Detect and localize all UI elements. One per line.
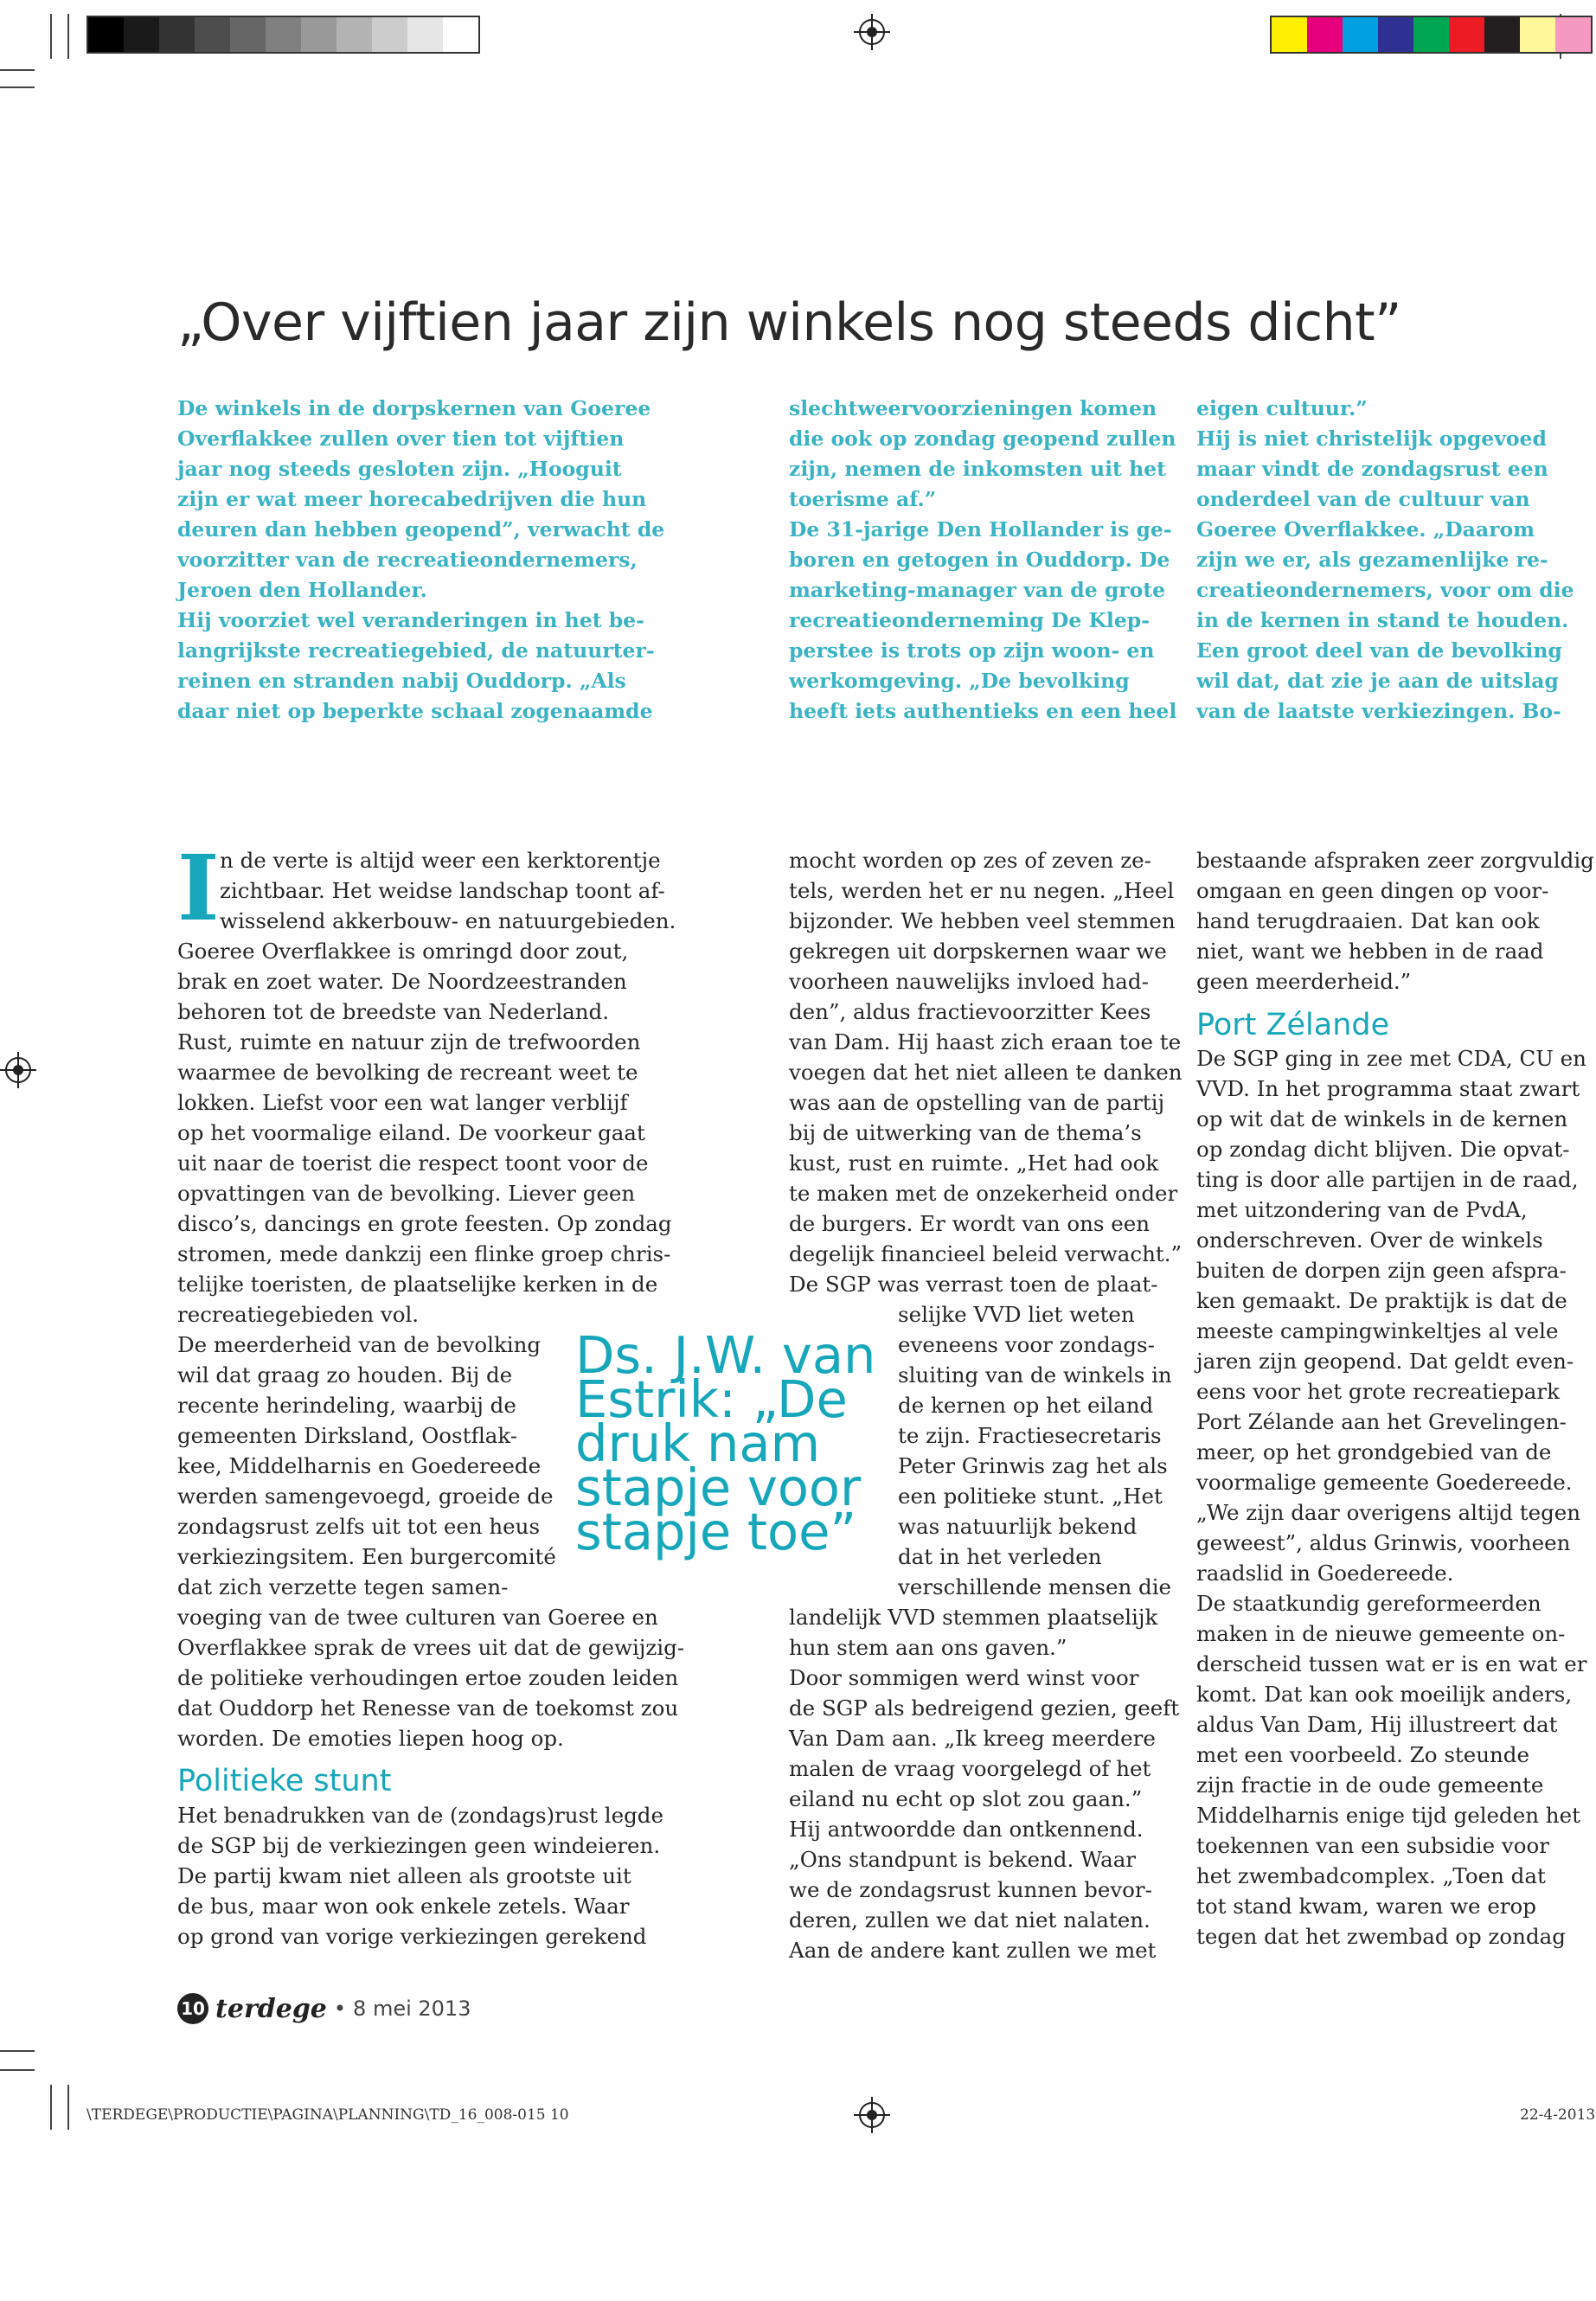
body-line: telijke toeristen, de plaatselijke kerken in de (177, 1272, 658, 1297)
body-line: dat in het verleden (898, 1544, 1102, 1569)
calibration-swatch (230, 17, 266, 52)
body-line: De partij kwam niet alleen als grootste uit (177, 1863, 631, 1888)
crop-mark (0, 2069, 35, 2071)
pull-quote-line: stapje toe” (575, 1502, 857, 1561)
body-line: was aan de opstelling van de partij (789, 1090, 1165, 1115)
body-line: tegen dat het zwembad op zondag (1196, 1924, 1566, 1949)
crop-mark (67, 14, 69, 59)
body-line: kust, rust en ruimte. „Het had ook (789, 1150, 1159, 1176)
intro-line: voorzitter van de recreatieondernemers, (177, 548, 638, 572)
body-column-2 (789, 845, 1183, 1965)
body-line: raadslid in Goedereede. (1196, 1561, 1454, 1586)
calibration-swatch (159, 17, 195, 52)
intro-line: deuren dan hebben geopend”, verwacht de (177, 517, 665, 542)
body-line: voorheen nauwelijks invloed had- (789, 969, 1149, 994)
body-line: bij de uitwerking van de thema’s (789, 1120, 1142, 1145)
intro-line: eigen cultuur.” (1196, 396, 1368, 420)
body-line: de politieke verhoudingen ertoe zouden leiden (177, 1665, 679, 1690)
intro-line: wil dat, dat zie je aan de uitslag (1196, 669, 1559, 693)
intro-line: onderdeel van de cultuur van (1196, 487, 1530, 511)
calibration-swatch (407, 17, 443, 52)
magazine-logo: terdege (215, 1993, 327, 2024)
pull-quote-line: druk nam (575, 1413, 821, 1473)
body-line: recreatiegebieden vol. (177, 1302, 420, 1327)
intro-line: jaar nog steeds gesloten zijn. „Hooguit (177, 457, 622, 481)
body-line: uit naar de toerist die respect toont voor de (177, 1150, 649, 1176)
intro-line: De 31-jarige Den Hollander is ge- (789, 517, 1172, 542)
print-slug-path: \TERDEGE\PRODUCTIE\PAGINA\PLANNING\TD_16_008-015 10 (87, 2106, 569, 2124)
body-column-3 (1196, 845, 1594, 1952)
drop-cap: I (177, 835, 220, 941)
calibration-swatch (1484, 17, 1520, 52)
intro-line: werkomgeving. „De bevolking (789, 669, 1130, 693)
body-line: tels, werden het er nu negen. „Heel (789, 878, 1175, 903)
body-line: dat Ouddorp het Renesse van de toekomst zou (177, 1695, 679, 1721)
calibration-swatch (1555, 17, 1591, 52)
calibration-swatch (195, 17, 230, 52)
intro-line: perstee is trots op zijn woon- en (789, 638, 1155, 663)
registration-mark-icon (859, 19, 885, 45)
body-line: sluiting van de winkels in (898, 1362, 1172, 1388)
body-line: De meerderheid van de bevolking (177, 1332, 542, 1357)
body-line: wisselend akkerbouw- en natuurgebieden. (220, 908, 676, 933)
body-line: we de zondagsrust kunnen bevor- (789, 1877, 1152, 1902)
body-line: zijn fractie in de oude gemeente (1196, 1772, 1544, 1798)
calibration-swatch (124, 17, 159, 52)
crop-mark (50, 2085, 52, 2130)
body-line: wil dat graag zo houden. Bij de (177, 1362, 513, 1388)
intro-line: zijn we er, als gezamenlijke re- (1196, 548, 1548, 572)
body-line: komt. Dat kan ook moeilijk anders, (1196, 1682, 1573, 1707)
body-line: ken gemaakt. De praktijk is dat de (1196, 1288, 1567, 1313)
body-line: brak en zoet water. De Noordzeestranden (177, 969, 627, 994)
body-line: de SGP als bedreigend gezien, geeft (789, 1695, 1180, 1721)
body-line: hun stem aan ons gaven.” (789, 1635, 1067, 1660)
calibration-swatch (337, 17, 372, 52)
intro-line: toerisme af.” (789, 487, 937, 511)
body-line: Goeree Overflakkee is omringd door zout, (177, 939, 629, 964)
body-line: De SGP was verrast toen de plaat- (789, 1272, 1158, 1297)
intro-line: creatieondernemers, voor om die (1196, 578, 1574, 602)
body-line: op grond van vorige verkiezingen gerekend (177, 1924, 647, 1949)
intro-line: Overflakkee zullen over tien tot vijftien (177, 426, 625, 451)
body-line: Door sommigen werd winst voor (789, 1665, 1139, 1690)
body-line: Overflakkee sprak de vrees uit dat de gewijzig- (177, 1635, 685, 1660)
intro-line: Jeroen den Hollander. (177, 578, 427, 602)
body-line: werden samengevoegd, groeide de (177, 1484, 554, 1509)
body-line: geweest”, aldus Grinwis, voorheen (1196, 1530, 1571, 1555)
body-line: malen de vraag voorgelegd of het (789, 1756, 1151, 1781)
body-line: gekregen uit dorpskernen waar we (789, 939, 1167, 964)
intro-line: Goeree Overflakkee. „Daarom (1196, 517, 1535, 542)
body-line: een politieke stunt. „Het (898, 1484, 1163, 1509)
body-line: voeging van de twee culturen van Goeree en (177, 1605, 658, 1630)
intro-line: recreatieonderneming De Klep- (789, 608, 1150, 632)
intro-line: marketing-manager van de grote (789, 578, 1166, 602)
body-line: zichtbaar. Het weidse landschap toont af- (220, 878, 665, 903)
page-number: 10 (177, 1993, 208, 2024)
calibration-swatch (1413, 17, 1449, 52)
calibration-swatch (1272, 17, 1307, 52)
body-line: Peter Grinwis zag het als (898, 1453, 1168, 1478)
body-line: waarmee de bevolking de recreant weet te (177, 1060, 638, 1085)
body-line: zondagsrust zelfs uit tot een heus (177, 1514, 541, 1539)
body-line: buiten de dorpen zijn geen afspra- (1196, 1258, 1567, 1283)
body-line: den”, aldus fractievoorzitter Kees (789, 999, 1151, 1024)
body-line: opvattingen van de bevolking. Liever geen (177, 1181, 636, 1206)
pull-quote-line: Estrik: „De (575, 1369, 848, 1429)
body-line: Rust, ruimte en natuur zijn de trefwoorden (177, 1029, 641, 1054)
body-line: degelijk financieel beleid verwacht.” (789, 1241, 1183, 1266)
calibration-swatch (1307, 17, 1343, 52)
body-line: Middelharnis enige tijd geleden het (1196, 1803, 1580, 1828)
body-line: op wit dat de winkels in de kernen (1196, 1106, 1568, 1131)
intro-line: van de laatste verkiezingen. Bo- (1196, 699, 1561, 723)
intro-column-3 (1196, 394, 1574, 727)
intro-line: die ook op zondag geopend zullen (789, 426, 1176, 451)
body-line: op zondag dicht blijven. Die opvat- (1196, 1137, 1570, 1162)
intro-line: boren en getogen in Ouddorp. De (789, 548, 1170, 572)
body-line: eens voor het grote recreatiepark (1196, 1379, 1560, 1404)
registration-mark-icon (5, 1057, 31, 1083)
body-line: ting is door alle partijen in de raad, (1196, 1167, 1579, 1192)
body-line: toekennen van een subsidie voor (1196, 1833, 1549, 1858)
body-line: niet, want we hebben in de raad (1196, 939, 1544, 964)
body-line: de bus, maar won ook enkele zetels. Waar (177, 1894, 630, 1919)
body-line: was natuurlijk bekend (898, 1514, 1138, 1539)
body-line: het zwembadcomplex. „Toen dat (1196, 1863, 1546, 1888)
intro-line: zijn, nemen de inkomsten uit het (789, 457, 1166, 481)
body-line: disco’s, dancings en grote feesten. Op zondag (177, 1211, 672, 1236)
issue-date: 8 mei 2013 (353, 1997, 471, 2021)
body-line: bijzonder. We hebben veel stemmen (789, 908, 1176, 933)
body-line: derscheid tussen wat er is en wat er (1196, 1651, 1587, 1676)
crop-mark (67, 2085, 69, 2130)
body-line: de kernen op het eiland (898, 1393, 1154, 1418)
body-line: de SGP bij de verkiezingen geen windeieren. (177, 1833, 661, 1858)
body-line: Port Zélande aan het Grevelingen- (1196, 1409, 1567, 1434)
calibration-swatch (1378, 17, 1413, 52)
pull-quote-line: stapje voor (575, 1458, 862, 1517)
body-line: verschillende mensen die (898, 1574, 1172, 1599)
body-line: De staatkundig gereformeerden (1196, 1591, 1542, 1616)
pull-quote-line: Ds. J.W. van (575, 1325, 876, 1385)
body-line: gemeenten Dirksland, Oostflak- (177, 1423, 518, 1448)
body-line: onderschreven. Over de winkels (1196, 1227, 1543, 1253)
body-line: jaren zijn geopend. Dat geldt even- (1196, 1349, 1574, 1374)
crop-mark (50, 14, 52, 59)
body-line: tot stand kwam, waren we erop (1196, 1894, 1536, 1919)
section-heading-politieke-stunt: Politieke stunt (177, 1764, 392, 1798)
body-line: hand terugdraaien. Dat kan ook (1196, 908, 1540, 933)
color-calibration-bar (1270, 16, 1593, 54)
calibration-swatch (1343, 17, 1378, 52)
body-line: op het voormalige eiland. De voorkeur gaat (177, 1120, 645, 1145)
body-line: Hij antwoordde dan ontkennend. (789, 1817, 1144, 1842)
article-headline: „Over vijftien jaar zijn winkels nog steeds dicht” (177, 292, 1401, 353)
crop-mark (0, 87, 35, 88)
body-line: voormalige gemeente Goedereede. (1196, 1470, 1573, 1495)
body-line: landelijk VVD stemmen plaatselijk (789, 1605, 1158, 1630)
body-line: meer, op het grondgebied van de (1196, 1439, 1552, 1465)
body-line: met een voorbeeld. Zo steunde (1196, 1742, 1529, 1767)
body-line: meeste campingwinkeltjes al vele (1196, 1318, 1559, 1343)
body-line: mocht worden op zes of zeven ze- (789, 848, 1151, 873)
intro-line: heeft iets authentieks en een heel (789, 699, 1177, 723)
print-slug-date: 22-4-2013 (1520, 2106, 1596, 2124)
body-line: te zijn. Fractiesecretaris (898, 1423, 1162, 1448)
intro-line: Hij voorziet wel veranderingen in het be- (177, 608, 644, 632)
body-line: verkiezingsitem. Een burgercomité (177, 1544, 556, 1569)
intro-line: zijn er wat meer horecabedrijven die hun (177, 487, 647, 511)
body-line: Aan de andere kant zullen we met (789, 1938, 1157, 1963)
section-heading-port-zelande: Port Zélande (1196, 1008, 1390, 1042)
body-line: n de verte is altijd weer een kerktorentje (220, 848, 661, 873)
grayscale-calibration-bar (87, 16, 480, 54)
body-line: „Ons standpunt is bekend. Waar (789, 1847, 1137, 1872)
intro-line: langrijkste recreatiegebied, de natuurter- (177, 638, 655, 663)
body-line: Het benadrukken van de (zondags)rust legde (177, 1803, 663, 1828)
body-line: geen meerderheid.” (1196, 969, 1412, 994)
intro-line: slechtweervoorzieningen komen (789, 396, 1157, 420)
body-line: VVD. In het programma staat zwart (1196, 1076, 1580, 1101)
body-line: kee, Middelharnis en Goedereede (177, 1453, 542, 1478)
body-line: „We zijn daar overigens altijd tegen (1196, 1500, 1581, 1525)
body-line: eveneens voor zondags- (898, 1332, 1155, 1357)
page-footer (177, 1993, 471, 2024)
body-line: eiland nu echt op slot zou gaan.” (789, 1786, 1143, 1811)
calibration-swatch (372, 17, 407, 52)
body-line: bestaande afspraken zeer zorgvuldig (1196, 848, 1594, 873)
body-line: voegen dat het niet alleen te danken (789, 1060, 1183, 1085)
body-line: dat zich verzette tegen samen- (177, 1574, 509, 1599)
body-line: te maken met de onzekerheid onder (789, 1181, 1178, 1206)
body-line: de burgers. Er wordt van ons een (789, 1211, 1151, 1236)
registration-mark-icon (859, 2102, 885, 2128)
intro-line: in de kernen in stand te houden. (1196, 608, 1569, 632)
intro-line: De winkels in de dorpskernen van Goeree (177, 396, 651, 420)
body-line: worden. De emoties liepen hoog op. (177, 1726, 564, 1751)
body-line: recente herindeling, waarbij de (177, 1393, 516, 1418)
body-line: aldus Van Dam, Hij illustreert dat (1196, 1712, 1558, 1737)
intro-line: Hij is niet christelijk opgevoed (1196, 426, 1547, 451)
body-line: behoren tot de breedste van Nederland. (177, 999, 610, 1024)
crop-mark (0, 2050, 35, 2052)
body-line: deren, zullen we dat niet nalaten. (789, 1907, 1151, 1932)
body-line: Van Dam aan. „Ik kreeg meerdere (789, 1726, 1156, 1751)
calibration-swatch (1520, 17, 1555, 52)
body-line: De SGP ging in zee met CDA, CU en (1196, 1046, 1586, 1071)
intro-column-2 (789, 394, 1176, 727)
intro-line: daar niet op beperkte schaal zogenaamde (177, 699, 653, 723)
calibration-swatch (88, 17, 124, 52)
intro-line: maar vindt de zondagsrust een (1196, 457, 1548, 481)
body-line: lokken. Liefst voor een wat langer verblijf (177, 1090, 628, 1115)
body-line: van Dam. Hij haast zich eraan toe te (789, 1029, 1182, 1054)
footer-bullet: • (333, 1997, 347, 2021)
body-line: omgaan en geen dingen op voor- (1196, 878, 1549, 903)
calibration-swatch (1449, 17, 1484, 52)
body-line: selijke VVD liet weten (898, 1302, 1135, 1327)
intro-line: Een groot deel van de bevolking (1196, 638, 1562, 663)
body-line: stromen, mede dankzij een flinke groep chris- (177, 1241, 671, 1266)
calibration-swatch (443, 17, 478, 52)
intro-column-1 (177, 394, 664, 727)
intro-line: reinen en stranden nabij Ouddorp. „Als (177, 669, 626, 693)
body-line: maken in de nieuwe gemeente on- (1196, 1621, 1566, 1646)
body-line: met uitzondering van de PvdA, (1196, 1197, 1528, 1222)
crop-mark (0, 69, 35, 71)
calibration-swatch (301, 17, 337, 52)
calibration-swatch (266, 17, 301, 52)
